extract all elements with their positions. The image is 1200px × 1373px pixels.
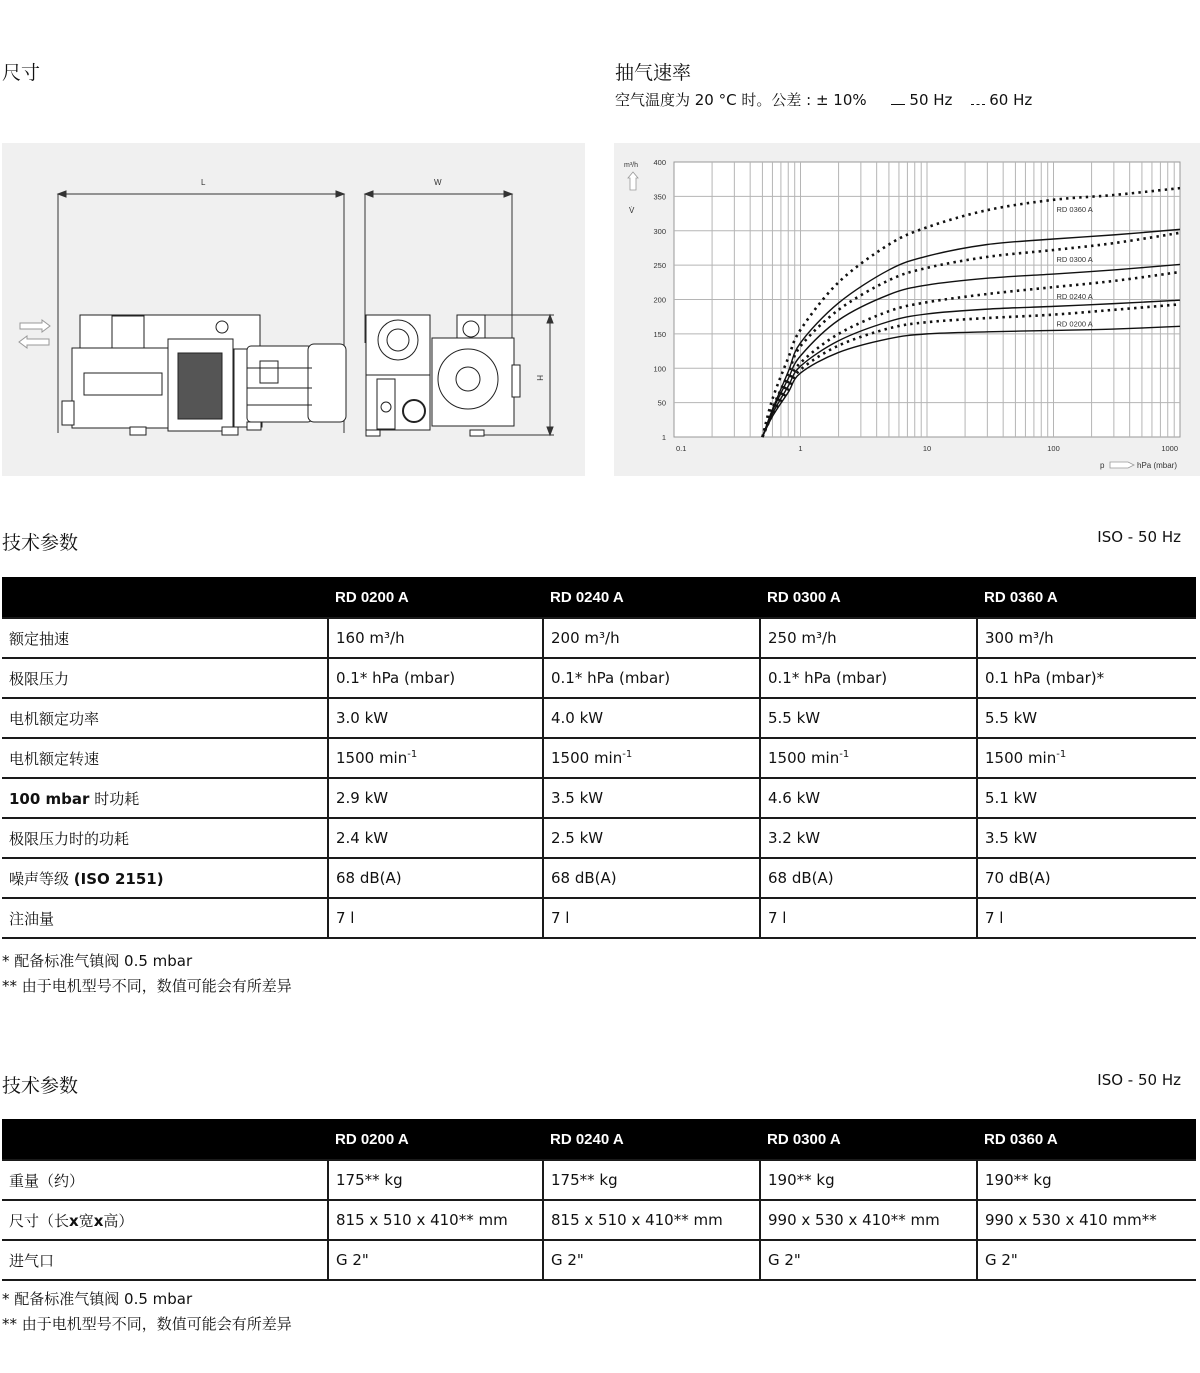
conditions-text: 空气温度为 20 °C 时。公差 : ± 10% xyxy=(615,91,867,109)
cell: 1500 $\min^{-1}$ xyxy=(977,738,1196,778)
footnote-1: * 配备标准气镇阀 0.5 mbar xyxy=(2,952,193,970)
spec-table-1-standard: ISO - 50 Hz xyxy=(1097,528,1181,546)
table-row xyxy=(2,738,1196,778)
pumping-speed-chart-panel xyxy=(614,143,1200,476)
dimensions-title: 尺寸 xyxy=(2,62,41,84)
cell: 70 dB(A) xyxy=(977,858,1196,898)
spec-table-2-standard: ISO - 50 Hz xyxy=(1097,1071,1181,1089)
cell: 3.5 kW xyxy=(977,818,1196,858)
flow-arrows-icon xyxy=(19,320,50,348)
column-header: RD 0240 A xyxy=(543,577,760,618)
cell: 68 dB(A) xyxy=(760,858,977,898)
cell: 990 x 530 x 410 mm** xyxy=(977,1200,1196,1240)
y-tick-label: 150 xyxy=(653,329,666,339)
pump-front-view xyxy=(366,315,520,436)
row-label: 注油量 xyxy=(2,898,328,938)
x-tick-label: 1000 xyxy=(1161,444,1178,453)
cell: 68 dB(A) xyxy=(543,858,760,898)
pumping-speed-title: 抽气速率 xyxy=(615,62,692,84)
series-label: RD 0360 A xyxy=(1056,204,1093,214)
table-header-row xyxy=(2,577,1196,618)
cell: 2.5 kW xyxy=(543,818,760,858)
cell: 68 dB(A) xyxy=(328,858,543,898)
solid-line-legend-icon xyxy=(891,104,905,105)
series-label: RD 0200 A xyxy=(1056,319,1093,329)
row-label: 电机额定功率 xyxy=(2,698,328,738)
cell: 250 m³/h xyxy=(760,618,977,658)
table-row xyxy=(2,698,1196,738)
dashed-line-legend-icon xyxy=(971,104,985,105)
x-tick-label: 1 xyxy=(798,444,803,453)
legend-50hz: 50 Hz xyxy=(909,91,953,109)
cell: 3.5 kW xyxy=(543,778,760,818)
cell: 7 l xyxy=(328,898,543,938)
cell: 3.0 kW xyxy=(328,698,543,738)
cell: 7 l xyxy=(760,898,977,938)
y-axis-arrow-icon xyxy=(628,172,638,190)
table-row xyxy=(2,1160,1196,1200)
column-header: RD 0360 A xyxy=(977,1119,1196,1160)
cell: 5.5 kW xyxy=(977,698,1196,738)
row-label: 极限压力 xyxy=(2,658,328,698)
cell: 160 m³/h xyxy=(328,618,543,658)
row-label: 100 mbar 时功耗 xyxy=(2,778,328,818)
cell: 2.9 kW xyxy=(328,778,543,818)
x-unit-label: hPa (mbar) xyxy=(1137,461,1178,470)
cell: 0.1 hPa (mbar)* xyxy=(977,658,1196,698)
column-header: RD 0300 A xyxy=(760,1119,977,1160)
cell: 190** kg xyxy=(760,1160,977,1200)
table-row xyxy=(2,1200,1196,1240)
cell: 1500 $\min^{-1}$ xyxy=(543,738,760,778)
table-row xyxy=(2,858,1196,898)
x-tick-label: 0.1 xyxy=(676,444,687,453)
cell: 2.4 kW xyxy=(328,818,543,858)
column-header: RD 0240 A xyxy=(543,1119,760,1160)
cell: 200 m³/h xyxy=(543,618,760,658)
cell: 5.5 kW xyxy=(760,698,977,738)
cell: 300 m³/h xyxy=(977,618,1196,658)
row-label: 极限压力时的功耗 xyxy=(2,818,328,858)
row-label: 重量（约） xyxy=(2,1160,328,1200)
cell: 4.6 kW xyxy=(760,778,977,818)
y-axis-label: V̇ xyxy=(629,206,635,215)
spec-table-2-title: 技术参数 xyxy=(2,1075,79,1097)
column-header: RD 0300 A xyxy=(760,577,977,618)
column-header: RD 0200 A xyxy=(328,577,543,618)
table-row xyxy=(2,898,1196,938)
width-label: W xyxy=(434,178,442,187)
table-row xyxy=(2,658,1196,698)
row-label: 额定抽速 xyxy=(2,618,328,658)
spec-table-1 xyxy=(2,577,1196,939)
pumping-speed-subtitle xyxy=(615,89,1032,110)
table-row xyxy=(2,1240,1196,1280)
table-row xyxy=(2,778,1196,818)
cell: 0.1* hPa (mbar) xyxy=(328,658,543,698)
dimensions-drawing xyxy=(2,143,585,476)
cell: 815 x 510 x 410** mm xyxy=(543,1200,760,1240)
series-label: RD 0300 A xyxy=(1056,255,1093,264)
cell: 190** kg xyxy=(977,1160,1196,1200)
cell: 5.1 kW xyxy=(977,778,1196,818)
cell: 990 x 530 x 410** mm xyxy=(760,1200,977,1240)
y-tick-label: 250 xyxy=(653,261,666,271)
y-tick-label: 50 xyxy=(657,398,666,408)
cell: 1500 $\min^{-1}$ xyxy=(760,738,977,778)
column-header xyxy=(2,1119,328,1160)
cell: 7 l xyxy=(543,898,760,938)
legend-60hz: 60 Hz xyxy=(989,91,1033,109)
table-row xyxy=(2,818,1196,858)
cell: G 2" xyxy=(977,1240,1196,1280)
series-label: RD 0240 A xyxy=(1056,292,1093,302)
cell: 0.1* hPa (mbar) xyxy=(760,658,977,698)
footnote-2: ** 由于电机型号不同，数值可能会有所差异 xyxy=(2,977,292,995)
y-tick-label: 200 xyxy=(653,295,666,305)
spec-table-1-title: 技术参数 xyxy=(2,532,79,554)
spec-table-2 xyxy=(2,1119,1196,1281)
y-tick-label: 400 xyxy=(653,158,666,167)
footnote-3: * 配备标准气镇阀 0.5 mbar xyxy=(2,1290,193,1308)
length-label: L xyxy=(201,178,206,187)
arrow-left-icon xyxy=(58,191,66,197)
row-label: 电机额定转速 xyxy=(2,738,328,778)
cell: 175** kg xyxy=(543,1160,760,1200)
row-label: 进气口 xyxy=(2,1240,328,1280)
row-label: 噪声等级 (ISO 2151) xyxy=(2,858,328,898)
column-header xyxy=(2,577,328,618)
pump-side-view xyxy=(62,315,346,435)
pump-drawing xyxy=(2,143,585,476)
arrow-right-icon xyxy=(336,191,344,197)
x-axis-label: p xyxy=(1100,461,1105,470)
x-tick-label: 10 xyxy=(922,444,932,453)
y-tick-label: 100 xyxy=(653,364,666,374)
cell: G 2" xyxy=(760,1240,977,1280)
cell: 3.2 kW xyxy=(760,818,977,858)
cell: 175** kg xyxy=(328,1160,543,1200)
cell: 815 x 510 x 410** mm xyxy=(328,1200,543,1240)
height-label: H xyxy=(535,375,544,381)
x-axis-arrow-icon xyxy=(1110,462,1134,468)
column-header: RD 0360 A xyxy=(977,577,1196,618)
y-tick-label: 300 xyxy=(653,226,666,236)
cell: G 2" xyxy=(543,1240,760,1280)
table-header-row xyxy=(2,1119,1196,1160)
column-header: RD 0200 A xyxy=(328,1119,543,1160)
y-tick-label: 350 xyxy=(653,192,666,202)
cell: 4.0 kW xyxy=(543,698,760,738)
cell: 7 l xyxy=(977,898,1196,938)
pumping-speed-chart xyxy=(614,143,1200,476)
table-row xyxy=(2,618,1196,658)
y-unit-label: m³/h xyxy=(624,162,638,169)
cell: G 2" xyxy=(328,1240,543,1280)
cell: 1500 $\min^{-1}$ xyxy=(328,738,543,778)
cell: 0.1* hPa (mbar) xyxy=(543,658,760,698)
x-tick-label: 100 xyxy=(1047,444,1060,453)
footnote-4: ** 由于电机型号不同，数值可能会有所差异 xyxy=(2,1315,292,1333)
y-tick-label: 1 xyxy=(661,433,666,442)
row-label: 尺寸（长x宽x高） xyxy=(2,1200,328,1240)
